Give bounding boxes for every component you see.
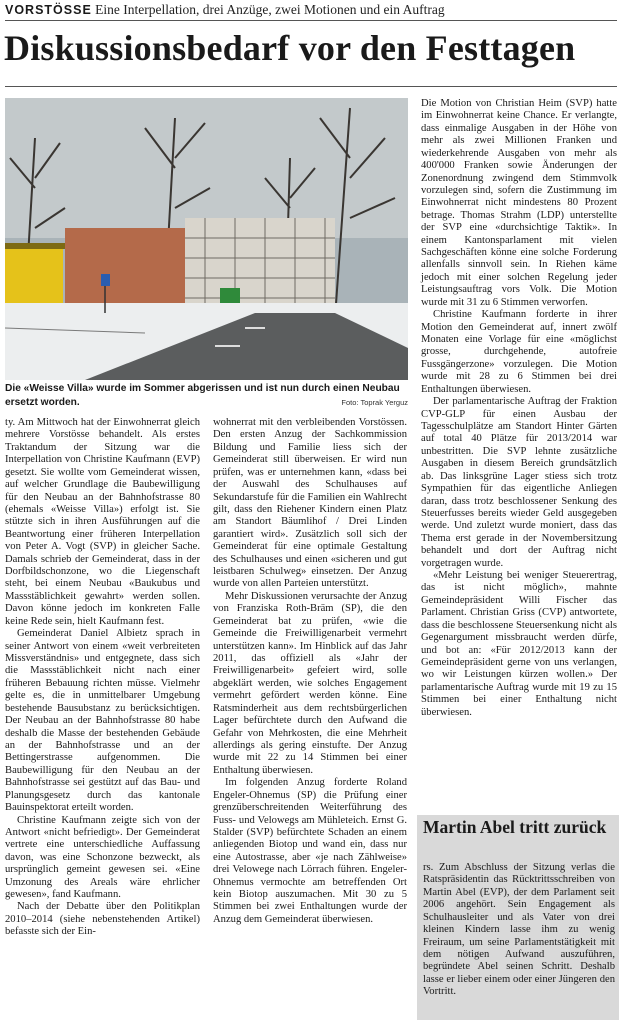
sidebar-text: rs. Zum Abschluss der Sitzung verlas die Ratspräsidentin das Rücktrittsschreiben von Martin Abel (EVP), der dem Parlament seit 2006 angehört. Sein Engagement als Schulhausleiter und als Vater von drei kleinen Kindern lasse ihm zu wenig Freiraum, um seine Parlamentstätigkeit mit dem nötigen Aufwand auszuführen, begründete Abel seinen Schritt. Deshalb lasse er lieber einem oder einer Jüngeren den Vortritt. bbox=[423, 862, 615, 998]
paragraph: Gemeinderat Daniel Albietz sprach in seiner Antwort von einem «weit verbreiteten Missverständnis» und entgegnete, dass sich die Massstäblichkeit nicht nach einer früheren Bebauung richten müsse. Vielmehr gelte es, die in unmittelbarer Umgebung bestehende Bausubstanz zu berücksichtigen. Der Neubau an der Bahnhofstrasse 80 habe deshalb die Masse der bestehenden Gebäude an der Bahnhofstrasse und an der Bettingerstrasse aufgenommen. Die Baubewilligung für den Neubau an der Bahnhofstrasse sei gestützt auf das Bau- und Planungsgesetz durch das kantonale Bauinspektorat erteilt worden. bbox=[5, 628, 200, 814]
paragraph: Mehr Diskussionen verursachte der Anzug von Franziska Roth-Bräm (SP), die den Gemeinderat bat zu prüfen, «wie die Gemeinde die Freiwilligenarbeit vermehrt unterstützen kann». Im Hinblick auf das Jahr 2011, das offiziell als «Jahr der Freiwilligenarbeit» gefeiert wird, solle abgeklärt werden, wie solches Engagement vermehrt gefördert werden könne. Eine Ratsminderheit aus dem rechtsbürgerlichen Lager befürchtete durch den Aufwand die Gefahr von Mehrkosten, die eine Mehrheit allerdings als gering einstufte. Der Anzug wurde mit 22 zu 14 Stimmen bei einer Enthaltung überwiesen. bbox=[213, 590, 407, 776]
paragraph: ty. Am Mittwoch hat der Einwohnerrat gleich mehrere Vorstösse behandelt. Als erstes Traktandum der Sitzung war die Interpellation von Christine Kaufmann (EVP) gesetzt. Sie wollte vom Gemeinderat wissen, auf welcher Grundlage die Baubewilligung für den Neubau an der Bahnhofstrasse 80 (ehemals «Weisse Villa») erfolgt ist. Sie stützte sich in ihren Ausführungen auf die Beantwortung einer früheren Interpellation von Peter A. Vogt (SVP) in gleicher Sache. Damals schrieb der Gemeinderat, dass in der Dorfbildschonzone, wo die Liegenschaft steht, bei einem Neubau «Baukubus und Massstäblichkeit gewahrt» werden sollen. Davon könne jedoch im konkreten Falle keine Rede sein, hielt Kaufmann fest. bbox=[5, 417, 200, 627]
paragraph: «Mehr Leistung bei weniger Steuerertrag, das ist nicht möglich», mahnte Gemeindepräsident Willi Fischer das Parlament. Christian Griss (CVP) antwortete, dass die beschlossene Steuersenkung nicht als Gegenargument missbraucht werden dürfe, und bot an: «Für 2012/2013 kann der Gemeindepräsident gerne von uns verlangen, wo wir Leistungen kürzen wollen.» Der parlamentarische Auftrag wurde mit 19 zu 15 Stimmen bei einer Enthaltung nicht überwiesen. bbox=[421, 570, 617, 718]
rubric-kicker: VORSTÖSSE bbox=[5, 3, 92, 17]
rubric-divider bbox=[5, 20, 617, 21]
rubric-subtitle: Eine Interpellation, drei Anzüge, zwei Motionen und ein Auftrag bbox=[95, 2, 445, 17]
paragraph: Die Motion von Christian Heim (SVP) hatte im Einwohnerrat keine Chance. Er verlangte, dass einmalige Ausgaben in der Höhe von mehr als zwei Millionen Franken und wiederkehrende Ausgaben von mehr als 400'000 Franken sowie Änderungen der Zonenordnung zwingend dem Stimmvolk vorzulegen sind, sofern die Zustimmung im Einwohnerrat nicht mindestens 80 Prozent betrage. Thomas Strahm (LDP) unterstellte der SVP eine «durchsichtige Taktik». In einem Kantonsparlament mit vielen Sachgeschäften könne eine solche Forderung allenfalls sinnvoll sein. In Riehen käme jedoch mit einer solchen Regelung jeder Leistungsauftrag vors Volk. Die Motion wurde mit 31 zu 6 Stimmen verworfen. bbox=[421, 98, 617, 308]
photo-caption: Die «Weisse Villa» wurde im Sommer abgerissen und ist nun durch einen Neubau ersetzt worden. bbox=[5, 383, 400, 408]
paragraph: Christine Kaufmann zeigte sich von der Antwort «nicht befriedigt». Der Gemeinderat vertrete eine unterschiedliche Auffassung davon, was eine Schonzone bezweckt, als ursprünglich gemeint gewesen sei. «Eine Umzonung des Areals wäre ehrlicher gewesen», fand Kaufmann. bbox=[5, 814, 200, 901]
paragraph: Nach der Debatte über den Politikplan 2010–2014 (siehe nebenstehenden Artikel) befasste sich der Ein- bbox=[5, 901, 200, 938]
photo-credit: Foto: Toprak Yerguz bbox=[341, 398, 408, 407]
paragraph: Im folgenden Anzug forderte Roland Engeler-Ohnemus (SP) die Prüfung einer grenzüberschreitenden Weiterführung des Fuss- und Velowegs am Mühleteich. Ernst G. Stalder (SVP) befürchtete Schaden an einem anliegenden Biotop und wand ein, dass nur eine Autostrasse, aber «je nach Zählweise» drei Velowege nach Lörrach führen. Engeler-Ohnemus vermochte am betreffenden Ort kein Biotop auszumachen. Mit 30 zu 5 Stimmen bei zwei Enthaltungen wurde der Anzug dem Gemeinderat überwiesen. bbox=[213, 777, 407, 925]
headline-divider bbox=[5, 86, 617, 87]
article-column-2 bbox=[213, 417, 407, 926]
article-column-3 bbox=[421, 98, 617, 719]
paragraph: wohnerrat mit den verbleibenden Vorstössen. Den ersten Anzug der Sachkommission Bildung und Familie liess sich der Gemeinderat still überweisen. Er wird nun prüfen, was er unternehmen kann, «dass bei der Auswahl des Schulhauses auf Sekundarstufe für die Familien ein Wahlrecht gilt, dass den Riehener Kindern einen Platz am Standort Bäumlihof / Drei Linden garantiert wird». Zusätzlich soll sich der Gemeinderat für eine optimale Gestaltung des Schulhauses und einen «sicheren und gut leistbaren Schulweg» einsetzen. Der Anzug wurde von allen Parteien unterstützt. bbox=[213, 417, 407, 590]
article-column-1 bbox=[5, 417, 200, 939]
paragraph: Christine Kaufmann forderte in ihrer Motion den Gemeinderat auf, innert zwölf Monaten eine Vorlage für eine «möglichst grosse, durchgehende, autofreie Fussgängerzone» vorzulegen. Die Motion wurde mit 28 zu 6 Stimmen bei drei Enthaltungen überwiesen. bbox=[421, 309, 617, 395]
paragraph: Der parlamentarische Auftrag der Fraktion CVP-GLP für einen Ausbau der Tagesschulplätze am Standort Hinter Gärten auf total 40 Plätze für 2013/2014 war unbestritten. Die SVP lehnte zusätzliche Ausgaben in diesem Bereich grundsätzlich ab. Das linksgrüne Lager stiess sich trotz Sympathien für das eigentliche Anliegen daran, dass trotz beschlossener Senkung des Steuerfusses bereits wieder Geld ausgegeben werde. Und zuletzt wurde moniert, dass das Thema erst gerade in der Novembersitzung behandelt und dort der Auftrag nicht vorgetragen wurde. bbox=[421, 396, 617, 569]
winter-street-photo bbox=[5, 98, 408, 380]
rubric-line bbox=[5, 2, 615, 18]
article-photo bbox=[5, 98, 408, 380]
sidebar-title: Martin Abel tritt zurück bbox=[423, 817, 607, 837]
article-headline: Diskussionsbedarf vor den Festtagen bbox=[4, 28, 576, 68]
